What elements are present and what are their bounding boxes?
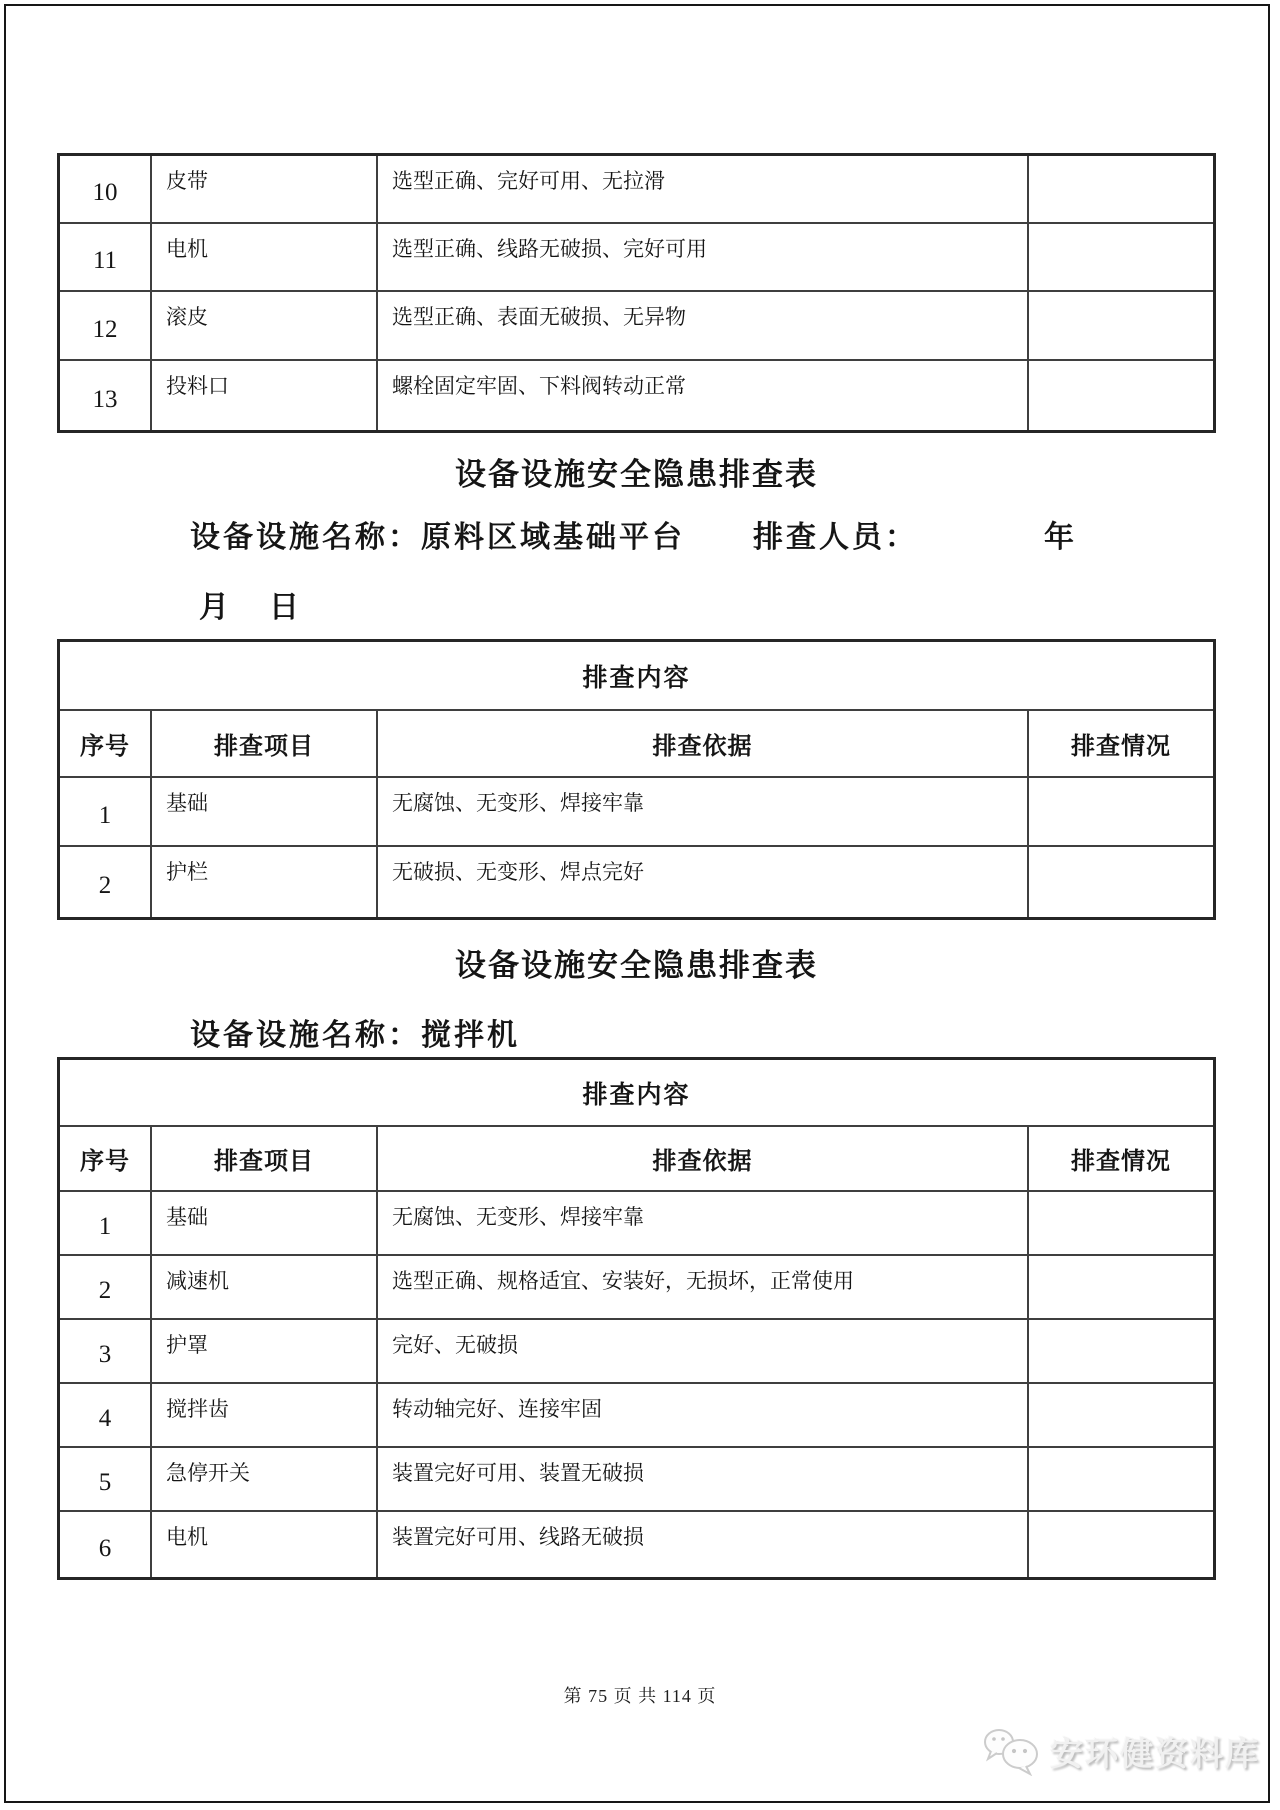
row-number-cell: 2 (60, 847, 152, 917)
header-basis: 排查依据 (378, 711, 1029, 778)
row-basis-cell: 选型正确、规格适宜、安装好，无损坏，正常使用 (378, 1256, 1029, 1320)
row-number-cell: 12 (60, 292, 152, 361)
row-number-cell: 1 (60, 778, 152, 847)
row-basis-cell: 无腐蚀、无变形、焊接牢靠 (378, 1192, 1029, 1256)
wechat-bubbles-icon (982, 1726, 1040, 1776)
equipment-name-label: 设备设施名称：原料区域基础平台 (190, 521, 685, 554)
row-number-cell: 2 (60, 1256, 152, 1320)
row-basis-cell: 完好、无破损 (378, 1320, 1029, 1384)
row-item-cell: 护罩 (152, 1320, 378, 1384)
header-item: 排查项目 (152, 1127, 378, 1192)
row-basis-cell: 无破损、无变形、焊点完好 (378, 847, 1029, 917)
section1-table (57, 639, 1216, 920)
row-status-cell (1029, 292, 1213, 361)
header-no: 序号 (60, 711, 152, 778)
table-banner: 排查内容 (60, 642, 1213, 711)
day-label: 日 (269, 591, 302, 624)
row-item-cell: 减速机 (152, 1256, 378, 1320)
year-label: 年 (1044, 521, 1077, 554)
row-status-cell (1029, 1448, 1213, 1512)
row-basis-cell: 螺栓固定牢固、下料阀转动正常 (378, 361, 1029, 430)
watermark-brand-text: 安环健资料库 (1050, 1734, 1260, 1772)
row-basis-cell: 装置完好可用、线路无破损 (378, 1512, 1029, 1577)
row-basis-cell: 选型正确、表面无破损、无异物 (378, 292, 1029, 361)
row-status-cell (1029, 778, 1213, 847)
row-item-cell: 基础 (152, 1192, 378, 1256)
row-basis-cell: 无腐蚀、无变形、焊接牢靠 (378, 778, 1029, 847)
section1-title: 设备设施安全隐患排查表 (455, 457, 818, 492)
row-basis-cell: 选型正确、线路无破损、完好可用 (378, 224, 1029, 292)
section1-name-line (0, 512, 1280, 552)
row-basis-cell: 转动轴完好、连接牢固 (378, 1384, 1029, 1448)
row-item-cell: 电机 (152, 1512, 378, 1577)
row-item-cell: 投料口 (152, 361, 378, 430)
row-status-cell (1029, 361, 1213, 430)
row-status-cell (1029, 224, 1213, 292)
header-item: 排查项目 (152, 711, 378, 778)
row-status-cell (1029, 1384, 1213, 1448)
row-item-cell: 皮带 (152, 156, 378, 224)
row-item-cell: 护栏 (152, 847, 378, 917)
month-label: 月 (199, 591, 232, 624)
row-number-cell: 11 (60, 224, 152, 292)
header-no: 序号 (60, 1127, 152, 1192)
row-number-cell: 10 (60, 156, 152, 224)
row-number-cell: 6 (60, 1512, 152, 1577)
row-status-cell (1029, 1256, 1213, 1320)
row-number-cell: 4 (60, 1384, 152, 1448)
watermark (982, 1726, 1260, 1776)
row-status-cell (1029, 1320, 1213, 1384)
row-basis-cell: 装置完好可用、装置无破损 (378, 1448, 1029, 1512)
row-item-cell: 急停开关 (152, 1448, 378, 1512)
row-status-cell (1029, 1512, 1213, 1577)
header-basis: 排查依据 (378, 1127, 1029, 1192)
row-item-cell: 搅拌齿 (152, 1384, 378, 1448)
row-status-cell (1029, 847, 1213, 917)
row-status-cell (1029, 156, 1213, 224)
page-number-footer: 第 75 页 共 114 页 (563, 1686, 717, 1706)
row-number-cell: 3 (60, 1320, 152, 1384)
continuation-table (57, 153, 1216, 433)
row-number-cell: 1 (60, 1192, 152, 1256)
row-item-cell: 电机 (152, 224, 378, 292)
table-banner: 排查内容 (60, 1060, 1213, 1127)
header-status: 排查情况 (1029, 1127, 1213, 1192)
row-number-cell: 5 (60, 1448, 152, 1512)
section2-title: 设备设施安全隐患排查表 (455, 948, 818, 983)
section2-name-line (0, 1010, 1280, 1050)
row-status-cell (1029, 1192, 1213, 1256)
inspector-label: 排查人员： (753, 521, 918, 554)
equipment-name-label: 设备设施名称：搅拌机 (190, 1019, 520, 1052)
header-status: 排查情况 (1029, 711, 1213, 778)
row-number-cell: 13 (60, 361, 152, 430)
row-item-cell: 基础 (152, 778, 378, 847)
row-item-cell: 滚皮 (152, 292, 378, 361)
section2-table (57, 1057, 1216, 1580)
row-basis-cell: 选型正确、完好可用、无拉滑 (378, 156, 1029, 224)
section1-date-line (0, 582, 1280, 622)
